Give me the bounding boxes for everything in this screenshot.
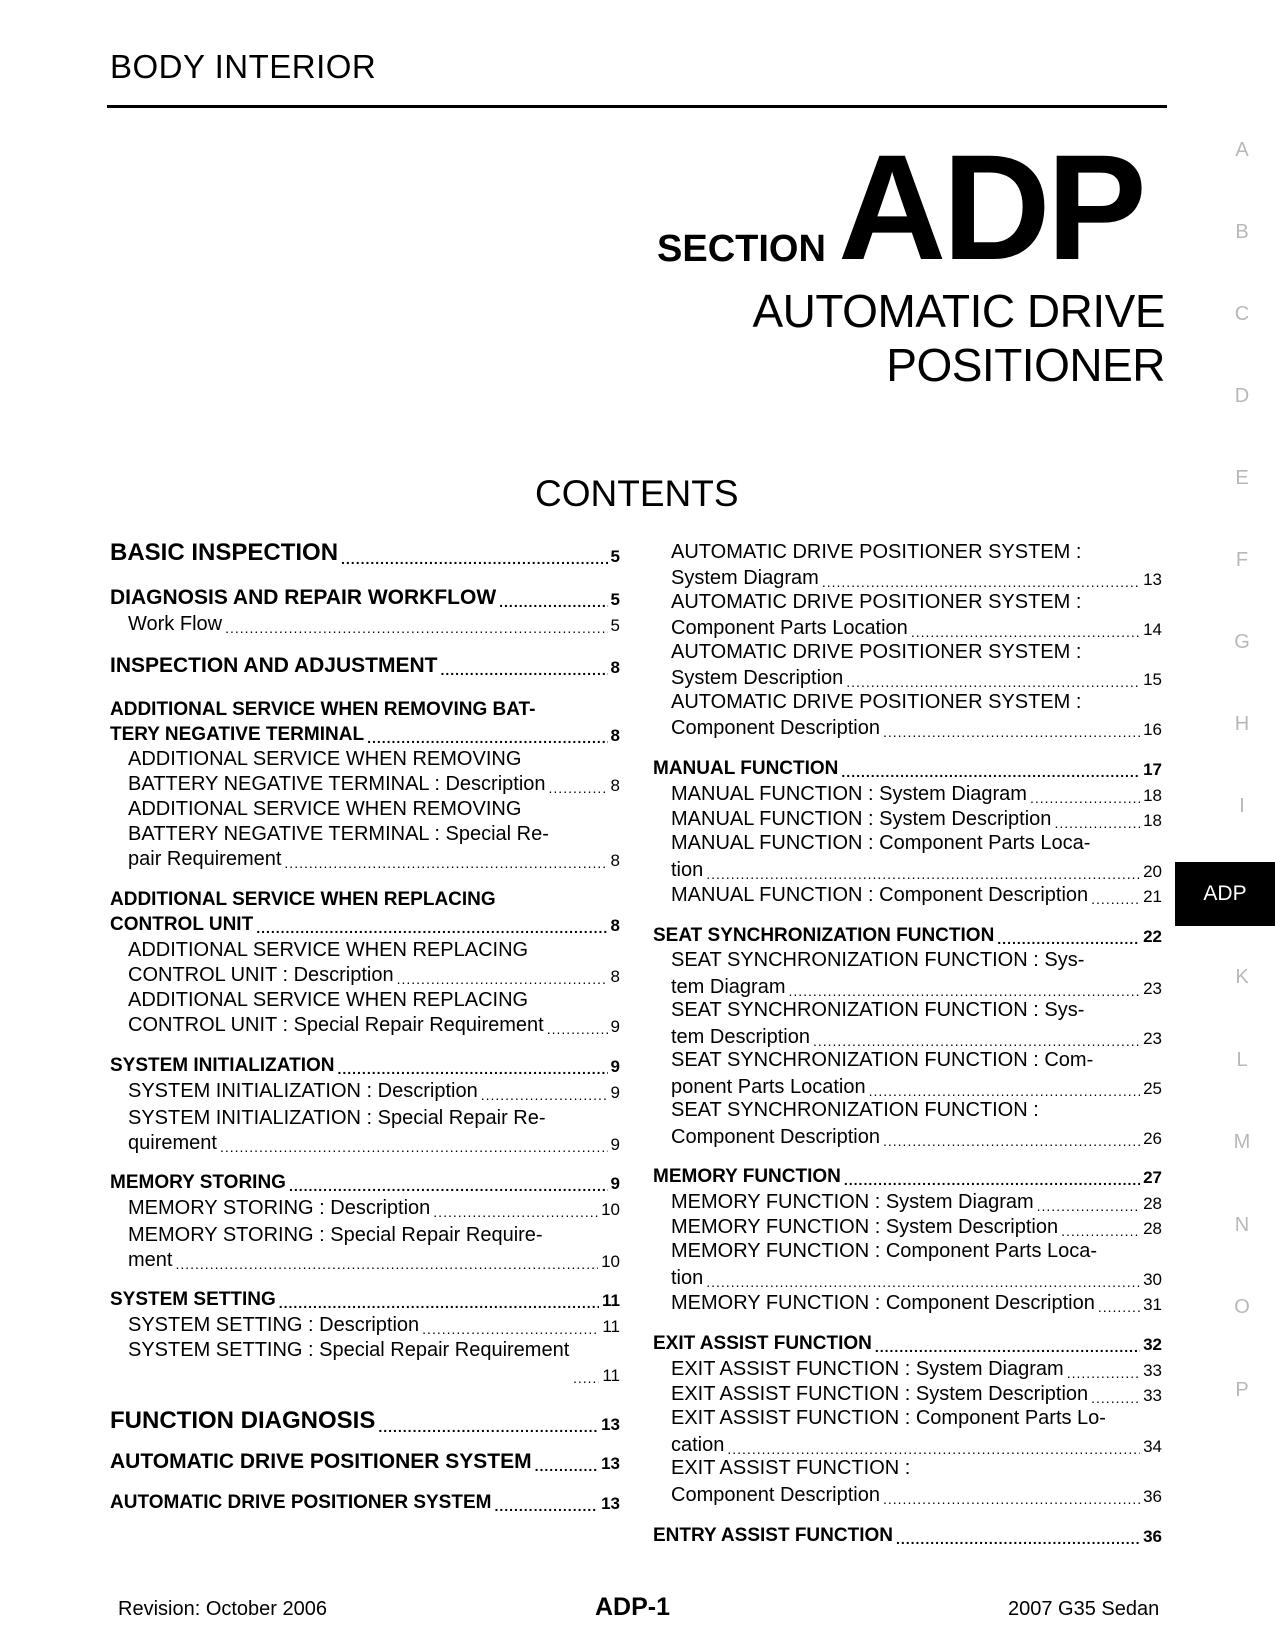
toc-entry[interactable]: ..... 11: [570, 1366, 620, 1386]
toc-entry[interactable]: AUTOMATIC DRIVE POSITIONER SYSTEM ..... 13: [110, 1492, 620, 1514]
toc-entry[interactable]: MEMORY FUNCTION ..... 27: [653, 1166, 1162, 1188]
toc-entry[interactable]: ENTRY ASSIST FUNCTION ..... 36: [653, 1525, 1162, 1547]
contents-heading: CONTENTS: [535, 473, 739, 514]
tab-h[interactable]: H: [1234, 713, 1250, 735]
toc-entry[interactable]: MEMORY FUNCTION : System Diagram ..... 28: [671, 1191, 1162, 1214]
toc-entry-line[interactable]: BATTERY NEGATIVE TERMINAL : Special Re-: [128, 823, 549, 845]
toc-entry-line[interactable]: AUTOMATIC DRIVE POSITIONER SYSTEM :: [671, 591, 1082, 613]
toc-entry[interactable]: tem Diagram ..... 23: [671, 976, 1162, 999]
toc-entry[interactable]: cation ..... 34: [671, 1434, 1162, 1457]
toc-entry[interactable]: System Diagram ..... 13: [671, 567, 1162, 590]
tab-n[interactable]: N: [1234, 1214, 1250, 1236]
toc-entry[interactable]: ponent Parts Location ..... 25: [671, 1076, 1162, 1099]
toc-entry[interactable]: BASIC INSPECTION ..... 5: [110, 539, 620, 567]
tab-l[interactable]: L: [1236, 1049, 1248, 1071]
toc-entry[interactable]: EXIT ASSIST FUNCTION : System Description ..... 33: [671, 1383, 1162, 1406]
toc-entry-line[interactable]: SYSTEM INITIALIZATION : Special Repair Re-: [128, 1107, 546, 1129]
toc-entry[interactable]: TERY NEGATIVE TERMINAL ..... 8: [110, 724, 620, 746]
toc-entry[interactable]: Work Flow ..... 5: [128, 613, 620, 636]
toc-entry[interactable]: FUNCTION DIAGNOSIS ..... 13: [110, 1407, 620, 1435]
toc-entry[interactable]: SEAT SYNCHRONIZATION FUNCTION ..... 22: [653, 925, 1162, 947]
tab-d[interactable]: D: [1234, 385, 1250, 407]
toc-entry[interactable]: MANUAL FUNCTION : System Description ..... 18: [671, 808, 1162, 831]
tab-adp-active[interactable]: ADP: [1175, 862, 1275, 926]
section-title: AUTOMATIC DRIVE POSITIONER: [752, 285, 1165, 391]
tab-o[interactable]: O: [1234, 1296, 1250, 1318]
toc-entry[interactable]: MANUAL FUNCTION : System Diagram ..... 18: [671, 783, 1162, 806]
footer-revision: Revision: October 2006: [118, 1598, 328, 1620]
toc-entry[interactable]: INSPECTION AND ADJUSTMENT ..... 8: [110, 654, 620, 678]
toc-entry[interactable]: MEMORY STORING : Description ..... 10: [128, 1197, 620, 1220]
toc-entry[interactable]: tion ..... 30: [671, 1267, 1162, 1290]
footer-model: 2007 G35 Sedan: [1008, 1598, 1160, 1620]
header-rule: [107, 105, 1167, 108]
toc-entry[interactable]: CONTROL UNIT : Description ..... 8: [128, 964, 620, 987]
toc-entry-line[interactable]: MANUAL FUNCTION : Component Parts Loca-: [671, 832, 1091, 854]
toc-entry[interactable]: CONTROL UNIT ..... 8: [110, 914, 620, 936]
toc-entry-line[interactable]: ADDITIONAL SERVICE WHEN REMOVING BAT-: [110, 699, 536, 720]
tab-p[interactable]: P: [1235, 1379, 1249, 1401]
toc-entry[interactable]: MANUAL FUNCTION : Component Description ..... 21: [671, 884, 1162, 907]
toc-entry-line[interactable]: ADDITIONAL SERVICE WHEN REPLACING: [128, 939, 529, 961]
toc-entry-line[interactable]: SEAT SYNCHRONIZATION FUNCTION : Com-: [671, 1049, 1094, 1071]
toc-entry[interactable]: MEMORY FUNCTION : System Description ..... 28: [671, 1216, 1162, 1239]
toc-entry[interactable]: SYSTEM SETTING ..... 11: [110, 1289, 620, 1311]
toc-entry[interactable]: tion ..... 20: [671, 859, 1162, 882]
toc-entry-line[interactable]: SEAT SYNCHRONIZATION FUNCTION : Sys-: [671, 999, 1085, 1021]
tab-c[interactable]: C: [1234, 303, 1250, 325]
toc-entry[interactable]: SYSTEM INITIALIZATION ..... 9: [110, 1055, 620, 1077]
toc-entry[interactable]: SYSTEM INITIALIZATION : Description ..... 9: [128, 1080, 620, 1103]
toc-entry[interactable]: ment ..... 10: [128, 1249, 620, 1272]
toc-entry[interactable]: Component Parts Location ..... 14: [671, 617, 1162, 640]
toc-entry-line[interactable]: MEMORY STORING : Special Repair Require-: [128, 1224, 543, 1246]
toc-entry[interactable]: SYSTEM SETTING : Description ..... 11: [128, 1314, 620, 1337]
toc-entry[interactable]: tem Description ..... 23: [671, 1026, 1162, 1049]
toc-entry[interactable]: AUTOMATIC DRIVE POSITIONER SYSTEM ..... 13: [110, 1450, 620, 1474]
toc-entry[interactable]: EXIT ASSIST FUNCTION ..... 32: [653, 1333, 1162, 1355]
toc-entry[interactable]: MEMORY FUNCTION : Component Description ..... 31: [671, 1292, 1162, 1315]
toc-entry-line[interactable]: SEAT SYNCHRONIZATION FUNCTION :: [671, 1099, 1039, 1121]
toc-entry[interactable]: Component Description ..... 36: [671, 1484, 1162, 1507]
section-label: SECTION: [657, 228, 826, 270]
toc-entry-line[interactable]: AUTOMATIC DRIVE POSITIONER SYSTEM :: [671, 541, 1082, 563]
tab-b[interactable]: B: [1235, 221, 1249, 243]
section-code: ADP: [838, 123, 1143, 291]
toc-entry-line[interactable]: ADDITIONAL SERVICE WHEN REPLACING: [110, 889, 496, 910]
tab-g[interactable]: G: [1234, 631, 1250, 653]
toc-entry[interactable]: pair Requirement ..... 8: [128, 848, 620, 871]
toc-entry[interactable]: System Description ..... 15: [671, 667, 1162, 690]
toc-entry-line[interactable]: MEMORY FUNCTION : Component Parts Loca-: [671, 1240, 1098, 1262]
toc-entry[interactable]: EXIT ASSIST FUNCTION : System Diagram ..... 33: [671, 1358, 1162, 1381]
toc-entry-line[interactable]: ADDITIONAL SERVICE WHEN REMOVING: [128, 748, 522, 770]
toc-entry-line[interactable]: ADDITIONAL SERVICE WHEN REPLACING: [128, 989, 529, 1011]
toc-entry-line[interactable]: SYSTEM SETTING : Special Repair Requirement: [128, 1339, 570, 1361]
toc-entry-line[interactable]: AUTOMATIC DRIVE POSITIONER SYSTEM :: [671, 691, 1082, 713]
toc-entry-line[interactable]: EXIT ASSIST FUNCTION : Component Parts Lo-: [671, 1407, 1106, 1429]
toc-entry[interactable]: Component Description ..... 16: [671, 717, 1162, 740]
running-header: BODY INTERIOR: [110, 48, 377, 85]
toc-entry[interactable]: CONTROL UNIT : Special Repair Requirement ..... 9: [128, 1014, 620, 1037]
toc-entry[interactable]: DIAGNOSIS AND REPAIR WORKFLOW ..... 5: [110, 586, 620, 610]
toc-entry-line[interactable]: ADDITIONAL SERVICE WHEN REMOVING: [128, 798, 522, 820]
footer-page-number: ADP-1: [595, 1593, 671, 1621]
toc-entry-line[interactable]: SEAT SYNCHRONIZATION FUNCTION : Sys-: [671, 949, 1085, 971]
toc-entry-line[interactable]: EXIT ASSIST FUNCTION :: [671, 1457, 911, 1479]
tab-m[interactable]: M: [1233, 1131, 1251, 1153]
toc-entry[interactable]: quirement ..... 9: [128, 1132, 620, 1155]
toc-entry-line[interactable]: AUTOMATIC DRIVE POSITIONER SYSTEM :: [671, 641, 1082, 663]
tab-i[interactable]: I: [1239, 795, 1245, 817]
tab-f[interactable]: F: [1235, 549, 1249, 571]
toc-entry[interactable]: BATTERY NEGATIVE TERMINAL : Description ..... 8: [128, 773, 620, 796]
toc-entry[interactable]: MANUAL FUNCTION ..... 17: [653, 758, 1162, 780]
toc-entry[interactable]: Component Description ..... 26: [671, 1126, 1162, 1149]
tab-k[interactable]: K: [1235, 966, 1249, 988]
tab-e[interactable]: E: [1235, 467, 1249, 489]
toc-entry[interactable]: MEMORY STORING ..... 9: [110, 1172, 620, 1194]
tab-a[interactable]: A: [1235, 139, 1249, 161]
